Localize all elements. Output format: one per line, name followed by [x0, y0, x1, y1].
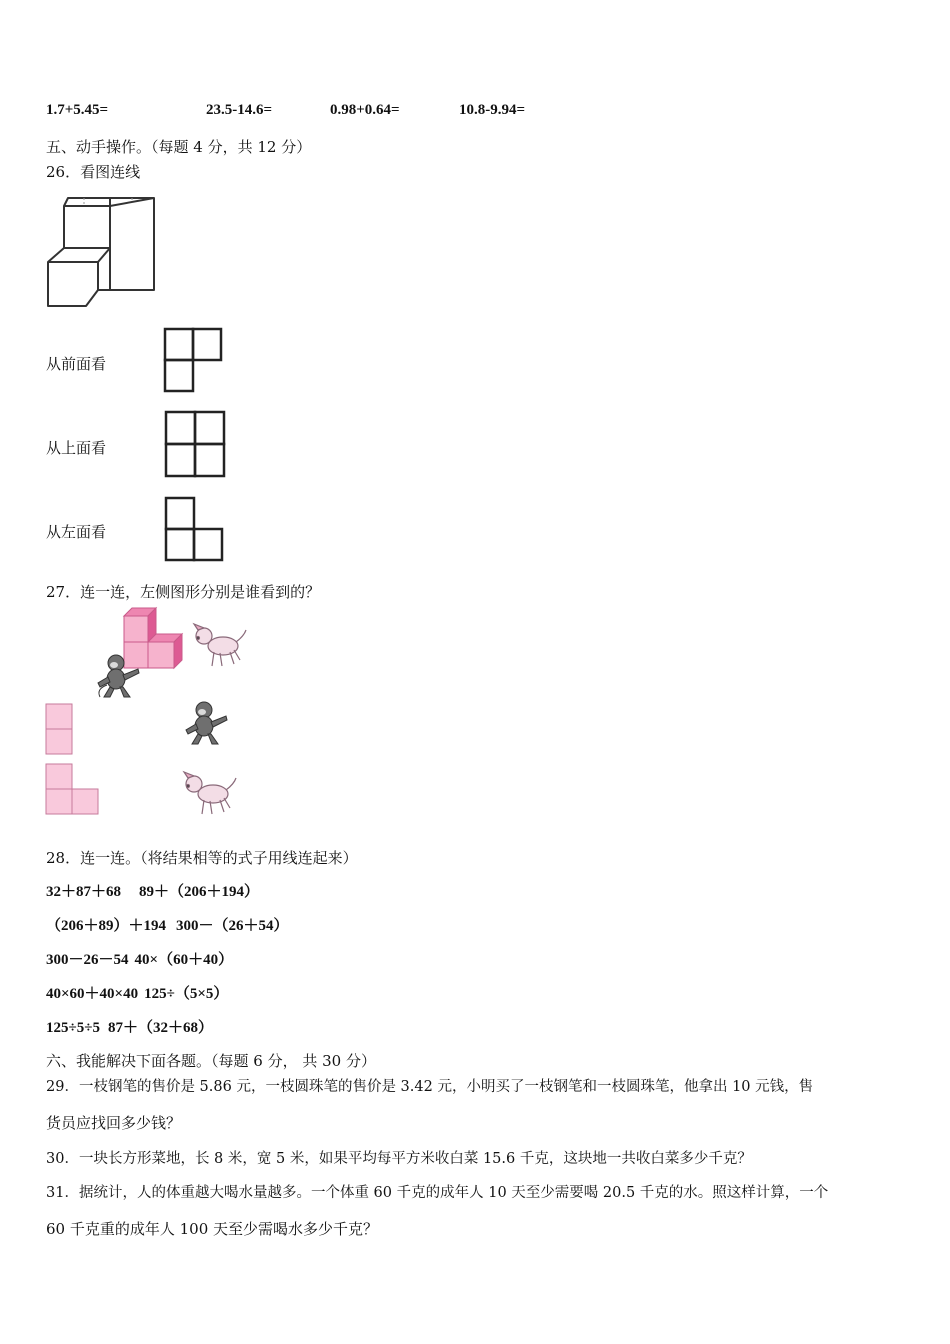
q28-row-1: [46, 880, 259, 901]
q31-line1: 31．据统计，人的体重越大喝水量越多。一个体重 60 千克的成年人 10 天至少需要喝 20.5 千克的水。照这样计算，一个: [46, 1185, 829, 1201]
q29-line2: 货员应找回多少钱？: [46, 1114, 182, 1132]
arith-3: 0.98+0.64=: [330, 102, 400, 118]
q28-left-1: 32＋87＋68: [46, 884, 122, 900]
q28-right-1: 89＋（206＋194）: [139, 884, 260, 900]
q28-title: 28．连一连。（将结果相等的式子用线连起来）: [46, 849, 358, 867]
q28-right-3: 40×（60＋40）: [134, 952, 234, 968]
view-label-top: 从上面看: [46, 439, 107, 457]
front-view-shape: [163, 327, 225, 393]
q28-left-2: （206＋89）＋194: [46, 918, 167, 934]
q28-right-4: 125÷（5×5）: [144, 986, 229, 1002]
dog-icon-2: [180, 770, 240, 818]
q30: 30．一块长方形菜地，长 8 米，宽 5 米，如果平均每平方米收白菜 15.6 千克，这块地一共收白菜多少千克？: [46, 1151, 752, 1167]
dog-icon: [190, 622, 250, 670]
cube-stack-figure: [44, 194, 158, 310]
q28-right-2: 300－（26＋54）: [176, 918, 289, 934]
arith-4: 10.8-9.94=: [459, 102, 526, 118]
pink-vertical-shape: [45, 703, 75, 757]
view-label-left: 从左面看: [46, 523, 107, 541]
q28-row-3: [46, 948, 233, 969]
q28-row-2: [46, 914, 289, 935]
arith-1: 1.7+5.45=: [46, 102, 109, 118]
q28-left-3: 300－26－54: [46, 952, 129, 968]
q31-line2: 60 千克重的成年人 100 天至少需喝水多少千克？: [46, 1220, 379, 1238]
q28-row-5: [46, 1016, 213, 1037]
section6-heading: 六、我能解决下面各题。（每题 6 分， 共 30 分）: [46, 1052, 376, 1070]
arith-2: 23.5-14.6=: [206, 102, 273, 118]
q26-title: 26．看图连线: [46, 163, 141, 181]
section5-heading: 五、动手操作。（每题 4 分，共 12 分）: [46, 138, 312, 156]
top-view-shape: [164, 410, 228, 478]
monkey-icon-2: [180, 700, 232, 746]
q27-title: 27．连一连，左侧图形分别是谁看到的？: [46, 583, 321, 601]
view-label-front: 从前面看: [46, 355, 107, 373]
monkey-icon: [92, 653, 144, 699]
left-view-shape: [164, 496, 226, 562]
q28-right-5: 87＋（32＋68）: [107, 1020, 213, 1036]
q28-left-4: 40×60＋40×40: [46, 986, 139, 1002]
q28-left-5: 125÷5÷5: [46, 1020, 100, 1036]
pink-l-shape: [45, 763, 101, 817]
q29-line1: 29．一枝钢笔的售价是 5.86 元，一枝圆珠笔的售价是 3.42 元，小明买了一枝钢笔和一枝圆珠笔，他拿出 10 元钱，售: [46, 1079, 814, 1095]
q28-row-4: [46, 982, 228, 1003]
